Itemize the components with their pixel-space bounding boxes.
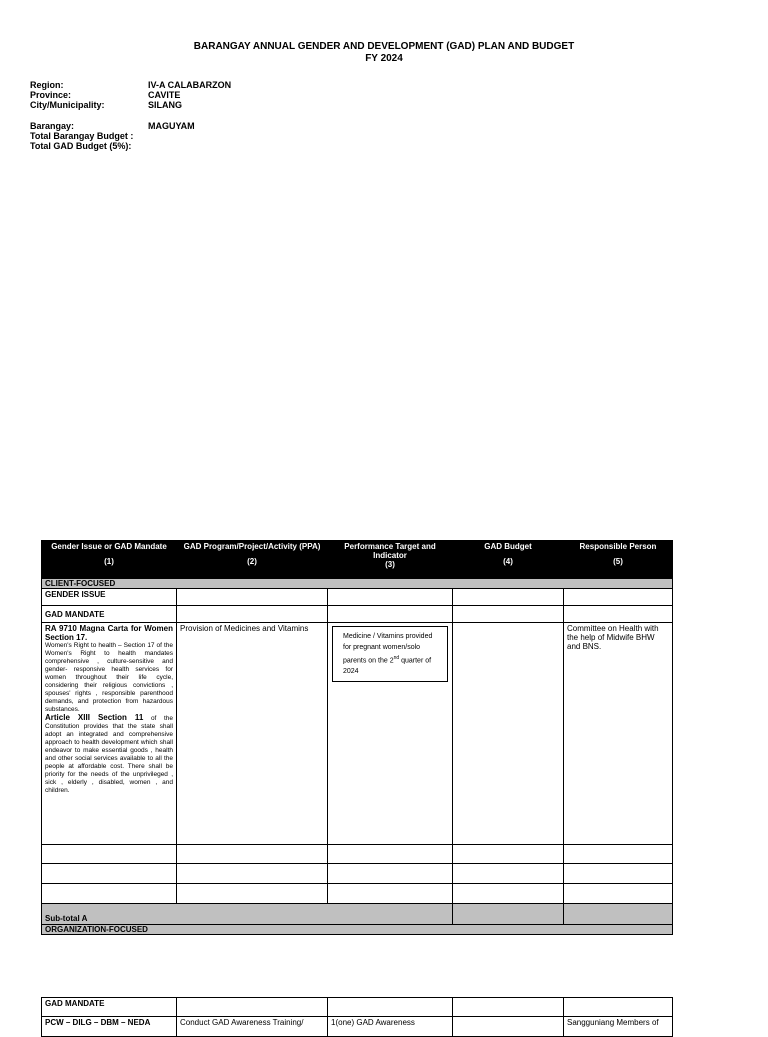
region-value: IV-A CALABARZON <box>148 80 232 90</box>
gad-mandate-label: GAD MANDATE <box>42 998 177 1017</box>
empty-cell <box>177 845 328 864</box>
gad-budget-cell <box>453 623 564 845</box>
ppa-cell: Provision of Medicines and Vitamins <box>177 623 328 845</box>
client-focused-label: CLIENT-FOCUSED <box>42 579 673 589</box>
empty-cell <box>564 998 673 1017</box>
empty-cell <box>564 845 673 864</box>
gad-mandate-row <box>42 606 673 623</box>
performance-target-box: Medicine / Vitamins provided for pregnant women/solo parents on the 2nd quarter of 2024 <box>332 626 448 682</box>
location-info <box>30 80 330 152</box>
subtotal-label: Sub-total A <box>42 904 453 925</box>
page-title-line1: BARANGAY ANNUAL GENDER AND DEVELOPMENT (GAD) PLAN AND BUDGET <box>193 41 575 52</box>
gad-plan-table-continued <box>41 997 673 1037</box>
total-budget-label: Total Barangay Budget : <box>30 131 134 141</box>
empty-cell <box>328 864 453 884</box>
table-row <box>42 1017 673 1037</box>
empty-cell <box>564 884 673 904</box>
responsible-cell: Committee on Health with the help of Midwife BHW and BNS. <box>564 623 673 845</box>
table-row <box>42 884 673 904</box>
city-value: SILANG <box>148 100 183 110</box>
empty-cell <box>177 864 328 884</box>
gender-issue-row <box>42 589 673 606</box>
mandate-title: RA 9710 Magna Carta for Women Section 17. <box>45 624 173 642</box>
col-header-gender-issue: Gender Issue or GAD Mandate (1) <box>42 541 177 579</box>
subtotal-responsible <box>564 904 673 925</box>
empty-cell <box>42 845 177 864</box>
table-header-row <box>42 541 673 579</box>
col-header-gad-budget: GAD Budget (4) <box>453 541 564 579</box>
empty-cell <box>453 884 564 904</box>
province-label: Province: <box>30 90 72 100</box>
empty-cell <box>453 589 564 606</box>
province-value: CAVITE <box>148 90 181 100</box>
client-focused-row <box>42 579 673 589</box>
empty-cell <box>453 864 564 884</box>
empty-cell <box>328 589 453 606</box>
barangay-label: Barangay: <box>30 121 75 131</box>
gad-mandate-label: GAD MANDATE <box>42 606 177 623</box>
gad-plan-table <box>41 540 673 935</box>
empty-cell <box>328 845 453 864</box>
empty-cell <box>177 589 328 606</box>
organization-focused-label: ORGANIZATION-FOCUSED <box>42 925 673 935</box>
empty-cell <box>453 998 564 1017</box>
page-title-line2: FY 2024 <box>365 53 403 64</box>
row2-ppa: Conduct GAD Awareness Training/ <box>177 1017 328 1037</box>
table-row <box>42 845 673 864</box>
empty-cell <box>328 606 453 623</box>
empty-cell <box>177 606 328 623</box>
col-header-responsible-person: Responsible Person (5) <box>564 541 673 579</box>
empty-cell <box>42 864 177 884</box>
empty-cell <box>177 998 328 1017</box>
subtotal-row <box>42 904 673 925</box>
mandate-cell <box>42 623 177 845</box>
gad-budget-label: Total GAD Budget (5%): <box>30 141 132 151</box>
row2-mandate: PCW – DILG – DBM – NEDA <box>42 1017 177 1037</box>
empty-cell <box>453 606 564 623</box>
empty-cell <box>177 884 328 904</box>
row2-responsible: Sangguniang Members of <box>564 1017 673 1037</box>
col-header-performance-target: Performance Target and Indicator (3) <box>328 541 453 579</box>
article-text: of the Constitution provides that the state shall adopt an integrated and comprehensive approach to health development which shall endeavor to make essential goods , health and other social services available to all the people at affordable cost. There shall be priority for the needs of the unprivileged , sick , elderly , disabled, women , and children. <box>45 715 174 794</box>
empty-cell <box>42 884 177 904</box>
empty-cell <box>328 998 453 1017</box>
table-row <box>42 864 673 884</box>
empty-cell <box>564 864 673 884</box>
performance-target-cell <box>328 623 453 845</box>
organization-focused-row <box>42 925 673 935</box>
row2-target: 1(one) GAD Awareness <box>328 1017 453 1037</box>
gender-issue-label: GENDER ISSUE <box>42 589 177 606</box>
empty-cell <box>453 1017 564 1037</box>
empty-cell <box>453 845 564 864</box>
empty-cell <box>564 606 673 623</box>
article-title: Article XIII Section 11 <box>45 713 144 722</box>
subtotal-budget <box>453 904 564 925</box>
mandate-text: Women's Right to health – Section 17 of the Women's Right to health mandates comprehensive , culture-sensitive and gender- responsive health services for women throughout their life cycle, considering their religious convictions , spouses' rights , responsible parenthood demands, and protection from hazardous substances. <box>45 642 173 713</box>
gad-mandate-row <box>42 998 673 1017</box>
city-label: City/Municipality: <box>30 100 105 110</box>
table-row <box>42 623 673 845</box>
empty-cell <box>328 884 453 904</box>
col-header-ppa: GAD Program/Project/Activity (PPA) (2) <box>177 541 328 579</box>
region-label: Region: <box>30 80 64 90</box>
barangay-value: MAGUYAM <box>148 121 195 131</box>
empty-cell <box>564 589 673 606</box>
